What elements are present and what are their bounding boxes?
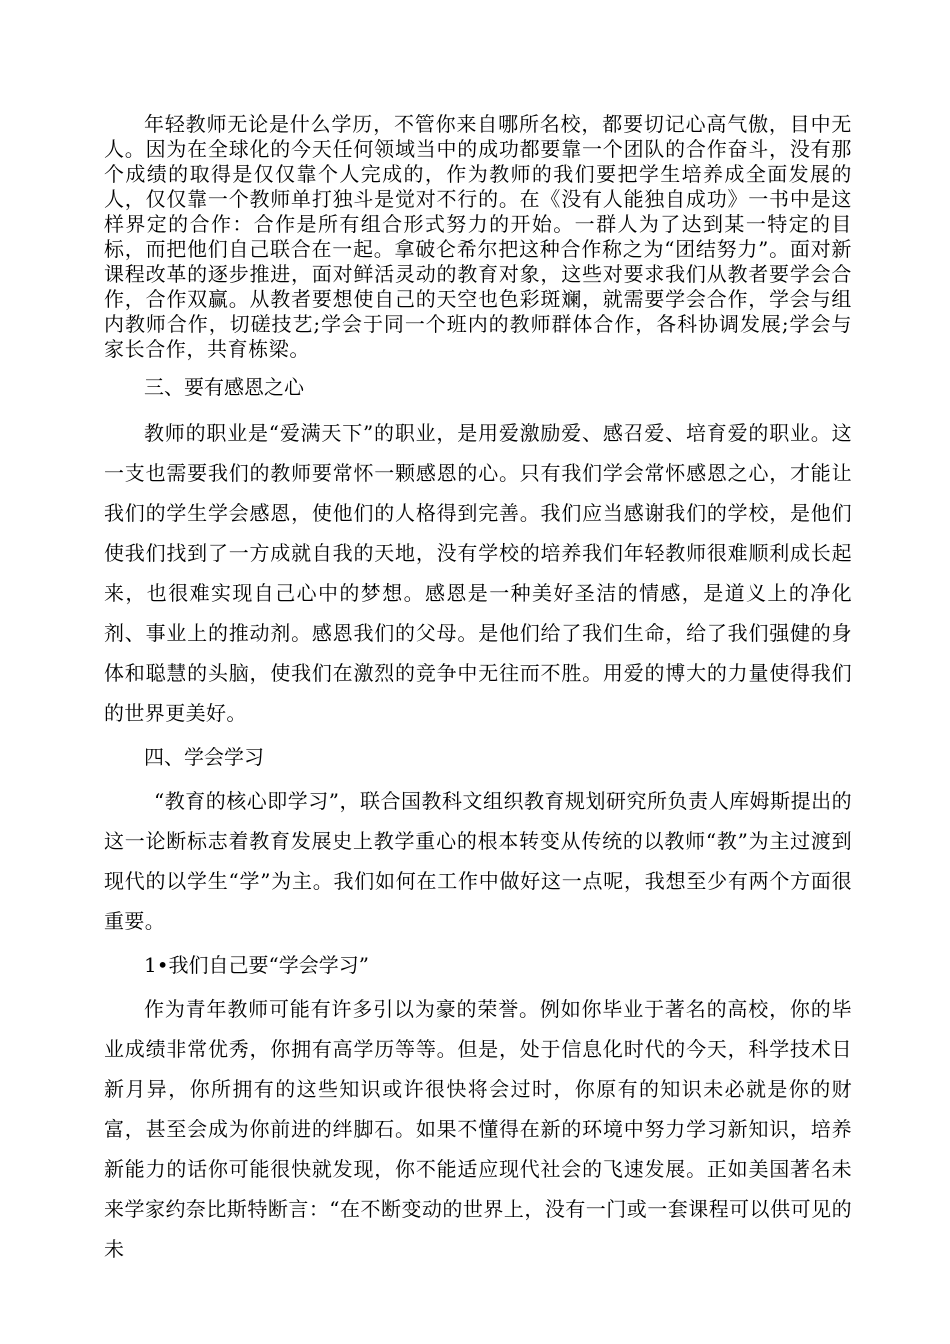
paragraph-learning-core: “教育的核心即学习”，联合国教科文组织教育规划研究所负责人库姆斯提出的这一论断标志着教育发展史上教学重心的根本转变从传统的以教师“教”为主过渡到现代的以学生“学”为主。我们如何在工作中做好这一点呢，我想至少有两个方面很重要。 xyxy=(104,789,852,933)
subheading-learn-to-learn: 1•我们自己要“学会学习” xyxy=(144,953,369,977)
paragraph-gratitude: 教师的职业是“爱满天下”的职业，是用爱激励爱、感召爱、培育爱的职业。这一支也需要我们的教师要常怀一颗感恩的心。只有我们学会常怀感恩之心，才能让我们的学生学会感恩，使他们的人格得到完善。我们应当感谢我们的学校，是他们使我们找到了一方成就自我的天地，没有学校的培养我们年轻教师很难顺利成长起来，也很难实现自己心中的梦想。感恩是一种美好圣洁的情感，是道义上的净化剂、事业上的推动剂。感恩我们的父母。是他们给了我们生命，给了我们强健的身体和聪慧的头脑，使我们在激烈的竞争中无往而不胜。用爱的博大的力量使得我们的世界更美好。 xyxy=(104,421,852,725)
document-page xyxy=(104,112,852,1269)
paragraph-cooperation: 年轻教师无论是什么学历，不管你来自哪所名校，都要切记心高气傲，目中无人。因为在全球化的今天任何领域当中的成功都要靠一个团队的合作奋斗，没有那个成绩的取得是仅仅靠个人完成的，作为教师的我们要把学生培养成全面发展的人，仅仅靠一个教师单打独斗是觉对不行的。在《没有人能独自成功》一书中是这样界定的合作：合作是所有组合形式努力的开始。一群人为了达到某一特定的目标，而把他们自己联合在一起。拿破仑希尔把这种合作称之为“团结努力”。面对新课程改革的逐步推进，面对鲜活灵动的教育对象，这些对要求我们从教者要学会合作，合作双赢。从教者要想使自己的天空也色彩斑斓，就需要学会合作，学会与组内教师合作，切磋技艺;学会于同一个班内的教师群体合作，各科协调发展;学会与家长合作，共育栋梁。 xyxy=(104,112,852,361)
section-heading-gratitude: 三、要有感恩之心 xyxy=(144,375,304,399)
paragraph-young-teachers: 作为青年教师可能有许多引以为豪的荣誉。例如你毕业于著名的高校，你的毕业成绩非常优秀，你拥有高学历等等。但是，处于信息化时代的今天，科学技术日新月异，你所拥有的这些知识或许很快将会过时，你原有的知识未必就是你的财富，甚至会成为你前进的绊脚石。如果不懂得在新的环境中努力学习新知识，培养新能力的话你可能很快就发现，你不能适应现代社会的飞速发展。正如美国著名未来学家约奈比斯特断言：“在不断变动的世界上，没有一门或一套课程可以供可见的未 xyxy=(104,997,852,1261)
section-heading-learning: 四、学会学习 xyxy=(144,745,264,769)
